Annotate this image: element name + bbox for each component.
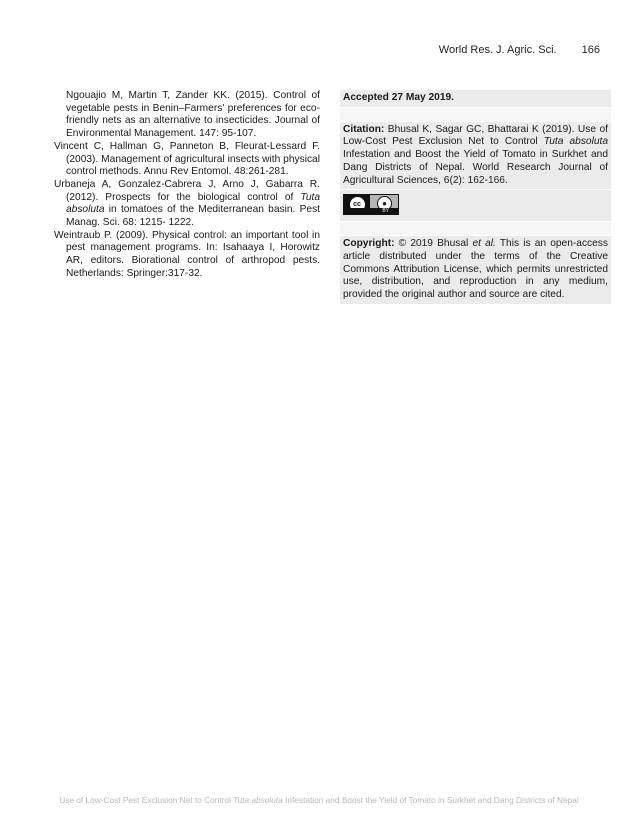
reference-text: in tomatoes of the Mediterranean basin. Pest Manag. Sci. 68: 1215- 1222.	[66, 204, 320, 229]
journal-abbrev: World Res. J. Agric. Sci.	[438, 44, 557, 56]
citation-species: Tuta absoluta	[543, 136, 609, 148]
reference-list	[54, 90, 320, 281]
footer-text: Use of Low-Cost Pest Exclusion Net to Control	[59, 795, 234, 805]
attribution-icon: ●	[377, 196, 392, 211]
page-number: 166	[581, 44, 600, 56]
reference-ngouajio: Ngouajio M, Martin T, Zander KK. (2015). Control of vegetable pests in Benin–Farmers' preferences for eco-friendly nets as an alternative to insecticides. Journal of Environmental Management. 147: 95-107.	[66, 90, 320, 140]
by-label: BY	[344, 208, 398, 214]
reference-urbaneja	[54, 179, 320, 230]
accepted-text: Accepted 27 May 2019.	[343, 92, 454, 103]
accepted-date	[340, 90, 611, 107]
cc-by-license-icon[interactable]	[343, 194, 399, 215]
running-header	[439, 44, 600, 56]
reference-text: Urbaneja A, Gonzalez-Cabrera J, Arno J, Gabarra R. (2012). Prospects for the biological control of	[54, 178, 320, 203]
copyright-block	[340, 236, 611, 304]
citation-block	[340, 122, 611, 190]
spacer	[340, 222, 611, 235]
copyright-label: Copyright:	[343, 238, 395, 250]
footer-species: Tuta absoluta	[233, 795, 283, 805]
copyright-text: This is an open-access article distributed under the terms of the Creative Commons Attribution License, which permits unrestricted use, distribution, and reproduction in any medium, provided the original author and source are cited.	[343, 238, 608, 301]
running-footer	[0, 795, 638, 805]
license-badge-row	[340, 190, 611, 221]
citation-text: Bhusal K, Sagar GC, Bhattarai K (2019). Use of Low-Cost Pest Exclusion Net to Control	[343, 123, 608, 148]
citation-text: Infestation and Boost the Yield of Tomato in Surkhet and Dang Districts of Nepal. World Research Journal of Agricultural Sciences, 6(2): 162-166.	[343, 149, 608, 186]
cc-icon: cc	[349, 196, 366, 213]
species-name: Tuta absoluta	[66, 191, 320, 216]
reference-weintraub: Weintraub P. (2009). Physical control: an important tool in pest management programs. In: Isahaaya I, Horowitz AR, editors. Biorational control of arthropod pests. Netherlands: Springer:317-32.	[54, 229, 320, 279]
footer-text: Infestation and Boost the Yield of Tomato in Surkhet and Dang Districts of Nepal	[282, 795, 579, 805]
article-info-box	[340, 90, 611, 305]
citation-label: Citation:	[343, 123, 385, 135]
spacer	[340, 108, 611, 121]
copyright-text: © 2019 Bhusal	[394, 238, 473, 250]
copyright-etal: et al.	[472, 238, 496, 250]
reference-vincent: Vincent C, Hallman G, Panneton B, Fleurat-Lessard F. (2003). Management of agricultural insects with physical control methods. Annu Rev Entomol. 48:261-281.	[54, 140, 320, 178]
